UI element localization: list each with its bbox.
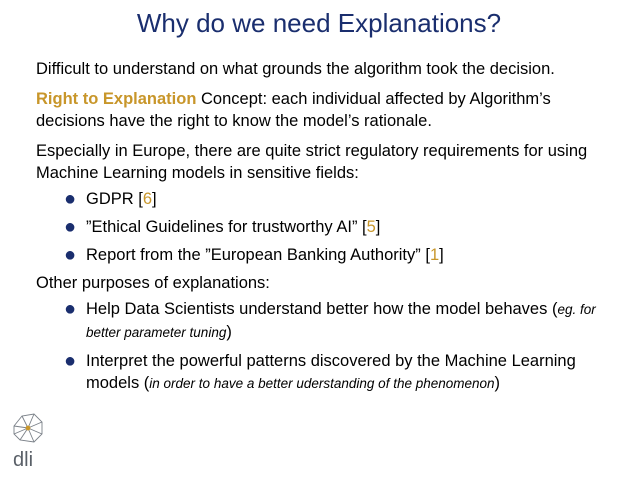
regulation-list: [36, 188, 611, 266]
citation-link[interactable]: 6: [142, 190, 153, 208]
network-logo-icon: [8, 410, 48, 472]
citation-link[interactable]: 5: [366, 218, 376, 236]
list-item: ● Report from the ”European Banking Authority” [1]: [64, 244, 444, 266]
citation-link[interactable]: 1: [429, 246, 440, 264]
bullet-icon: ●: [64, 188, 77, 210]
slide-title: Why do we need Explanations?: [136, 8, 502, 38]
list-item: ● GDPR [6]: [64, 188, 157, 210]
paragraph-text: Concept: each individual affected by Algorithm’s decisions have the right to know the model’s rationale.: [36, 90, 551, 130]
svg-text:dli: dli: [13, 449, 34, 471]
paragraph-right-to-explanation: [36, 88, 611, 132]
italic-note: in order to have a better uderstanding of the phenomenon: [149, 376, 495, 391]
list-item: ● Help Data Scientists understand better how the model behaves (eg. for better parameter tuning): [64, 298, 596, 341]
paragraph-intro: Difficult to understand on what grounds the algorithm took the decision.: [36, 60, 555, 78]
bullet-icon: ●: [64, 298, 77, 320]
italic-note: eg. for better parameter tuning: [86, 302, 596, 340]
list-item: ● ”Ethical Guidelines for trustworthy AI” [5]: [64, 216, 381, 238]
paragraph-other-purposes: Other purposes of explanations:: [36, 274, 270, 292]
dli-logo: [8, 410, 48, 477]
bullet-icon: ●: [64, 216, 77, 238]
highlight-term: Right to Explanation: [36, 90, 197, 108]
slide-body: [36, 58, 611, 401]
bullet-icon: ●: [64, 244, 77, 266]
bullet-icon: ●: [64, 350, 77, 372]
purposes-list: [36, 298, 611, 395]
list-item: ● Interpret the powerful patterns discovered by the Machine Learning models (in order to have a better uderstanding of the phenomenon): [64, 350, 576, 392]
paragraph-regulation: Especially in Europe, there are quite strict regulatory requirements for using Machine Learning models in sensitive fields:: [36, 142, 588, 182]
